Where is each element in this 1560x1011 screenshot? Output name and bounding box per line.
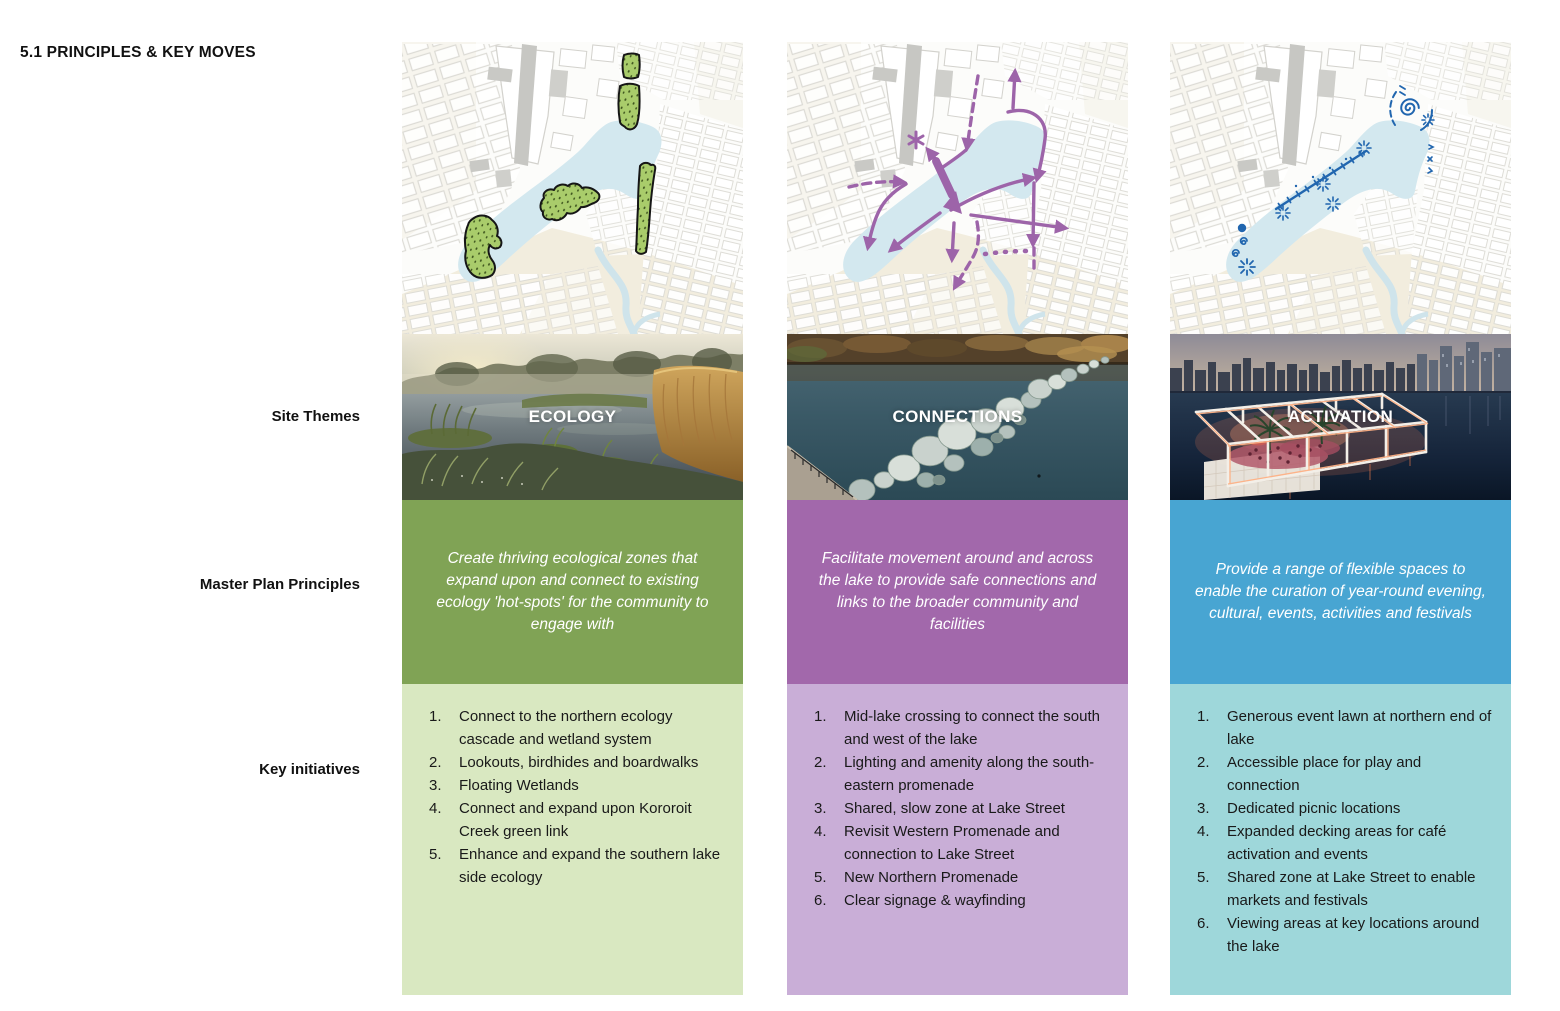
ecology-principle-text: Create thriving ecological zones that expand upon and connect to existing ecology 'hot-spots' for the community to engage with: [402, 500, 743, 684]
ecology-column: [402, 42, 743, 995]
connections-initiatives: [787, 684, 1128, 995]
row-label-master-plan-principles: Master Plan Principles: [199, 576, 360, 593]
initiative-item: Connect to the northern ecology cascade and wetland system: [459, 708, 673, 748]
initiative-item: Floating Wetlands: [459, 777, 579, 794]
initiative-item: Shared zone at Lake Street to enable markets and festivals: [1227, 869, 1476, 909]
ecology-photo: [402, 334, 743, 500]
initiative-item: Mid-lake crossing to connect the south and west of the lake: [844, 708, 1100, 748]
connections-map-diagram: [787, 42, 1128, 334]
activation-initiatives-list: [1170, 705, 1511, 958]
initiative-item: Accessible place for play and connection: [1227, 754, 1422, 794]
theme-label-connections: CONNECTIONS: [892, 407, 1023, 426]
row-label-site-themes: Site Themes: [271, 408, 360, 425]
connections-principle-text: Facilitate movement around and across the lake to provide safe connections and links to the broader community and facilities: [787, 500, 1128, 684]
initiative-item: Dedicated picnic locations: [1227, 800, 1401, 817]
ecology-initiatives-list: [402, 705, 743, 889]
initiative-item: Lookouts, birdhides and boardwalks: [459, 754, 699, 771]
initiative-item: Clear signage & wayfinding: [844, 892, 1026, 909]
ecology-initiatives: [402, 684, 743, 995]
activation-principle-text: Provide a range of flexible spaces to enable the curation of year-round evening, cultural, events, activities and festivals: [1170, 500, 1511, 684]
ecology-map-diagram: [402, 42, 743, 334]
initiative-item: Shared, slow zone at Lake Street: [844, 800, 1065, 817]
theme-label-activation: ACTIVATION: [1287, 407, 1394, 426]
initiative-item: Enhance and expand the southern lake side ecology: [459, 846, 721, 886]
activation-map-diagram: [1170, 42, 1511, 334]
initiative-item: New Northern Promenade: [844, 869, 1019, 886]
connections-column: [787, 42, 1128, 995]
initiative-item: Connect and expand upon Kororoit Creek green link: [459, 800, 692, 840]
connections-initiatives-list: [787, 705, 1128, 912]
initiative-item: Expanded decking areas for café activation and events: [1227, 823, 1447, 863]
initiative-item: Generous event lawn at northern end of lake: [1227, 708, 1492, 748]
activation-column: [1170, 42, 1511, 995]
page-title: 5.1 PRINCIPLES & KEY MOVES: [20, 44, 256, 61]
initiative-item: Viewing areas at key locations around the lake: [1227, 915, 1480, 955]
theme-label-ecology: ECOLOGY: [528, 407, 617, 426]
initiative-item: Revisit Western Promenade and connection to Lake Street: [844, 823, 1060, 863]
initiative-item: Lighting and amenity along the south-eastern promenade: [844, 754, 1095, 794]
activation-initiatives: [1170, 684, 1511, 995]
activation-photo: [1170, 334, 1511, 500]
row-label-key-initiatives: Key initiatives: [259, 761, 360, 778]
connections-photo: [787, 334, 1128, 500]
